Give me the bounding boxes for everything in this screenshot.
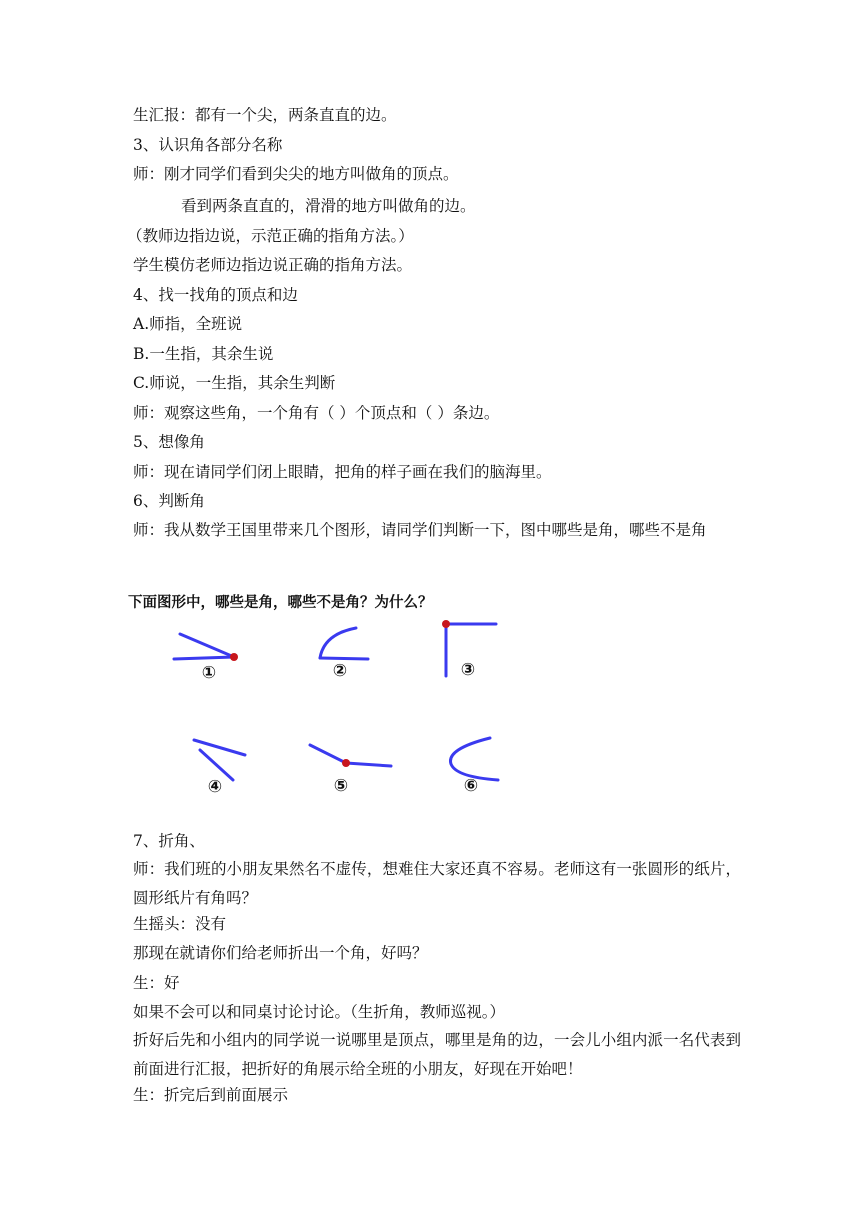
shape-5-label: ⑤ [333,776,349,796]
text-line: 那现在就请你们给老师折出一个角，好吗？ [133,944,428,962]
section-heading-7: 7、折角、 [133,832,205,850]
figure-title: 下面图形中，哪些是角，哪些不是角？为什么？ [128,595,433,611]
angle-figure-drawing [122,588,522,808]
text-line: 生摇头：没有 [133,915,227,933]
text-line: B.一生指，其余生说 [133,345,274,363]
section-heading-5: 5、想像角 [133,433,205,451]
text-line: 如果不会可以和同桌讨论讨论。（生折角，教师巡视。） [133,1003,506,1021]
shape-5-right-ray [346,763,391,766]
paragraph-fold-paper: 师：我们班的小朋友果然名不虚传，想难住大家还真不容易。老师这有一张圆形的纸片，圆形纸片有角吗？ [133,860,741,907]
text-line: 师：观察这些角，一个角有（ ）个顶点和（ ）条边。 [133,404,500,422]
shape-1-vertex [230,653,238,661]
text-line: 生：折完后到前面展示 [133,1086,289,1104]
angle-figure [122,588,522,808]
text-line: 师：现在请同学们闭上眼睛，把角的样子画在我们的脑海里。 [133,463,552,481]
text-line: 生：好 [133,974,180,992]
shape-3-vertex [442,620,450,628]
paragraph-judge-angles: 师：我从数学王国里带来几个图形，请同学们判断一下，图中哪些是角，哪些不是角 [133,521,707,539]
text-line: （教师边指边说，示范正确的指角方法。） [127,227,414,245]
text-line: 生汇报：都有一个尖，两条直直的边。 [133,106,397,124]
shape-2-ray [320,658,368,659]
section-heading-4: 4、找一找角的顶点和边 [133,286,298,304]
shape-6-label: ⑥ [463,776,479,796]
section-heading-3: 3、认识角各部分名称 [133,136,283,154]
text-line: A.师指，全班说 [133,315,243,333]
shape-5-left-ray [310,745,346,763]
shape-6-curve [450,738,498,780]
section-heading-6: 6、判断角 [133,492,205,510]
shape-4-label: ④ [207,777,223,797]
shape-2-label: ② [332,661,348,681]
text-line: 学生模仿老师边指边说正确的指角方法。 [133,256,413,274]
text-line-indented: 看到两条直直的，滑滑的地方叫做角的边。 [181,197,476,215]
text-line: 师：刚才同学们看到尖尖的地方叫做角的顶点。 [133,165,459,183]
shape-2-curve [320,628,356,658]
shape-4-lower-segment [200,750,233,780]
text-line: C.师说，一生指，其余生判断 [133,374,336,392]
shape-3-label: ③ [460,660,476,680]
shape-1-upper-ray [180,634,234,657]
shape-1-lower-ray [174,657,234,659]
shape-5-vertex [342,759,350,767]
shape-1-label: ① [201,663,217,683]
paragraph-group-report: 折好后先和小组内的同学说一说哪里是顶点，哪里是角的边，一会儿小组内派一名代表到前面进行汇报，把折好的角展示给全班的小朋友，好现在开始吧！ [133,1031,741,1078]
